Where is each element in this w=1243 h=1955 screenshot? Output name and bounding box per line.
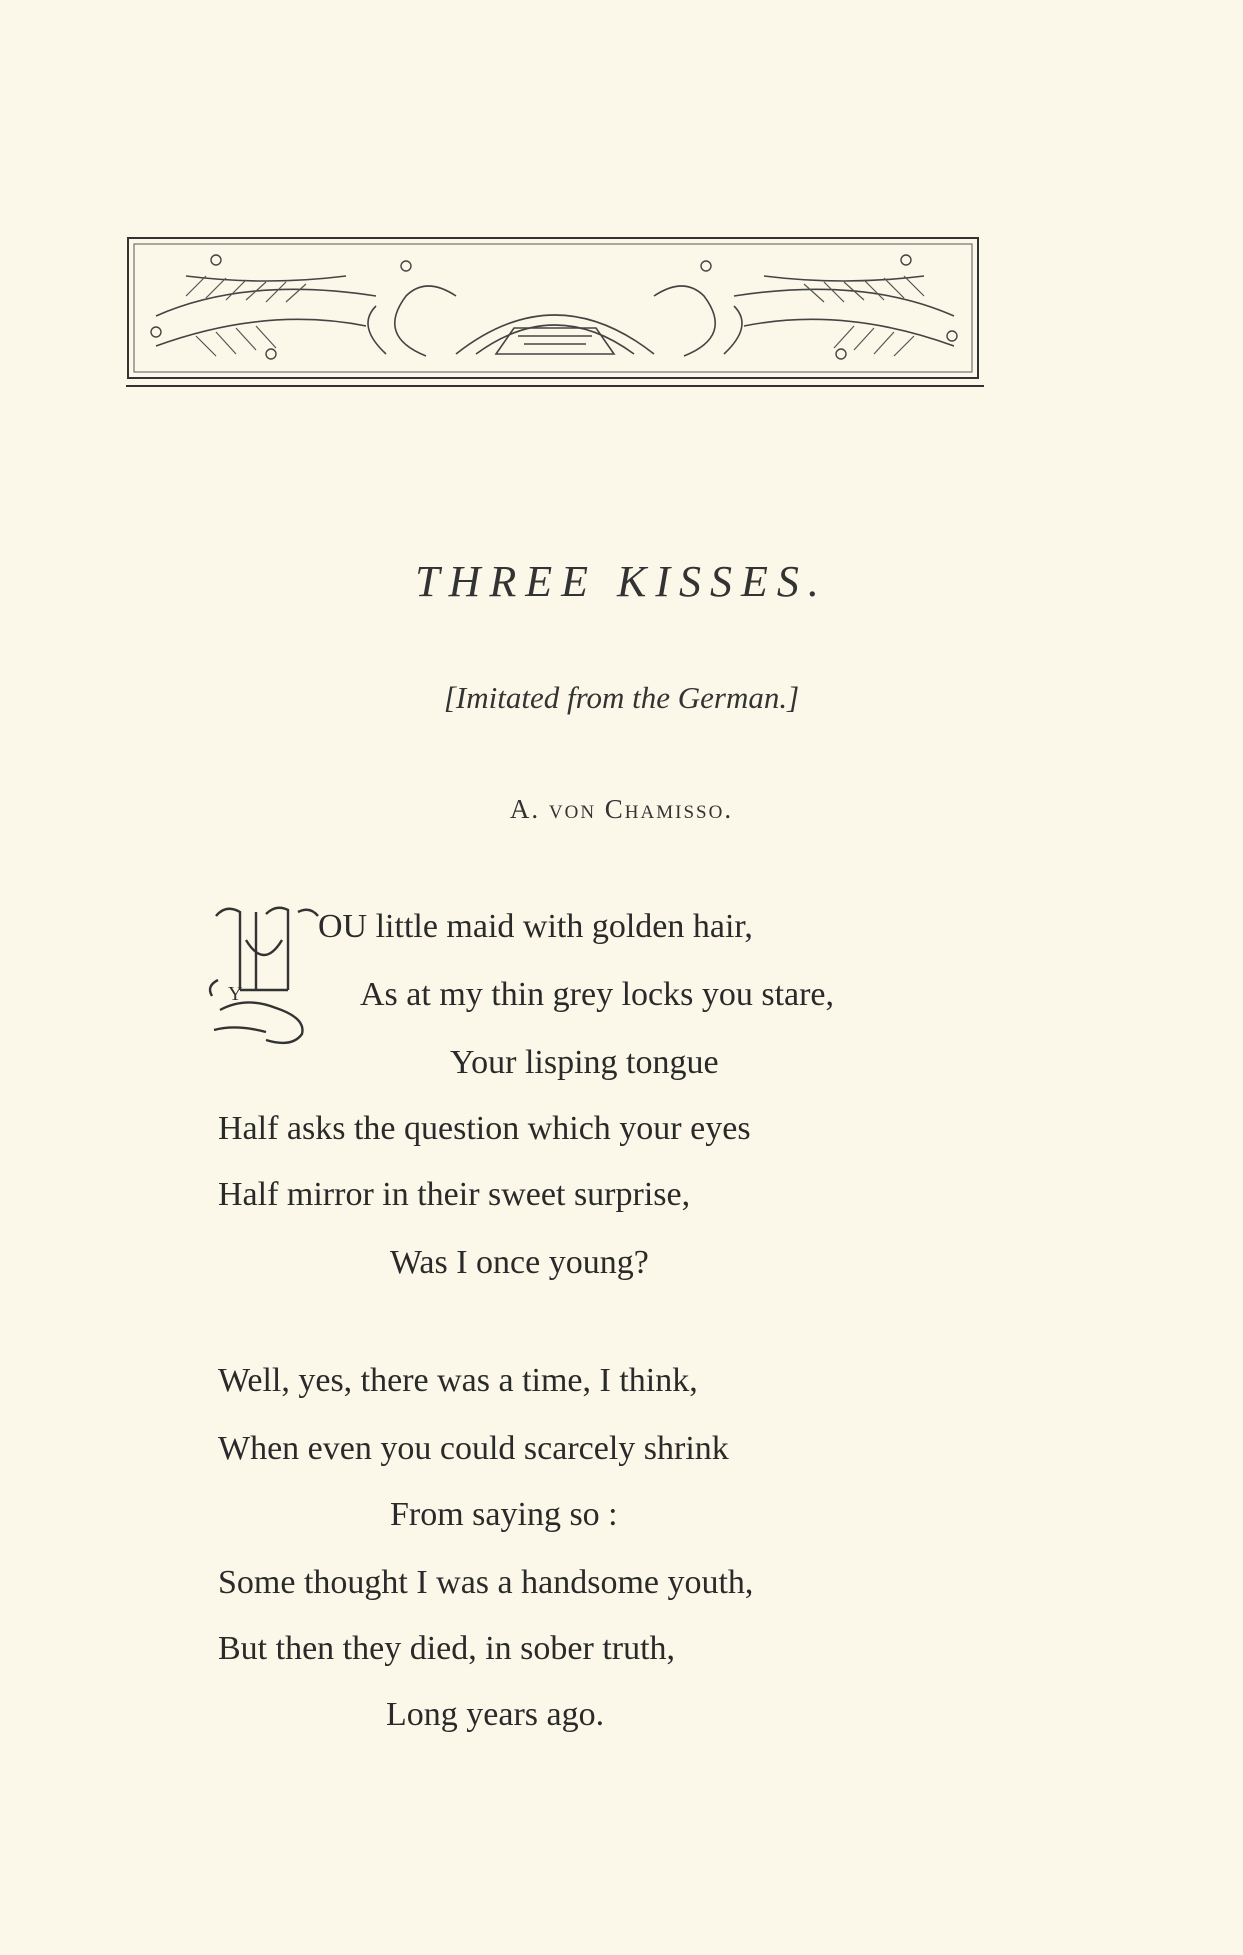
poem-title: THREE KISSES. — [415, 557, 828, 606]
stanza1-line3: Your lisping tongue — [450, 1044, 719, 1081]
stanza1-line1: OU little maid with golden hair, — [318, 908, 753, 945]
stanza1-line4: Half asks the question which your eyes — [218, 1110, 751, 1147]
stanza2-line2: When even you could scarcely shrink — [218, 1430, 729, 1467]
poem-subtitle: [Imitated from the German.] — [443, 680, 800, 715]
drop-cap-glyph: Y — [228, 983, 243, 1005]
stanza2-line6: Long years ago. — [386, 1696, 605, 1733]
ornamental-headpiece — [126, 236, 984, 388]
stanza1-line2: As at my thin grey locks you stare, — [360, 976, 835, 1013]
stanza2-line1: Well, yes, there was a time, I think, — [218, 1362, 698, 1399]
stanza2-line3: From saying so : — [390, 1496, 618, 1533]
poem-author: A. von Chamisso. — [509, 794, 734, 824]
stanza2-line4: Some thought I was a handsome youth, — [218, 1564, 754, 1601]
stanza1-line6: Was I once young? — [390, 1244, 649, 1281]
stanza2-line5: But then they died, in sober truth, — [218, 1630, 676, 1667]
stanza1-line5: Half mirror in their sweet surprise, — [218, 1176, 691, 1213]
drop-cap-letter — [206, 900, 330, 1054]
